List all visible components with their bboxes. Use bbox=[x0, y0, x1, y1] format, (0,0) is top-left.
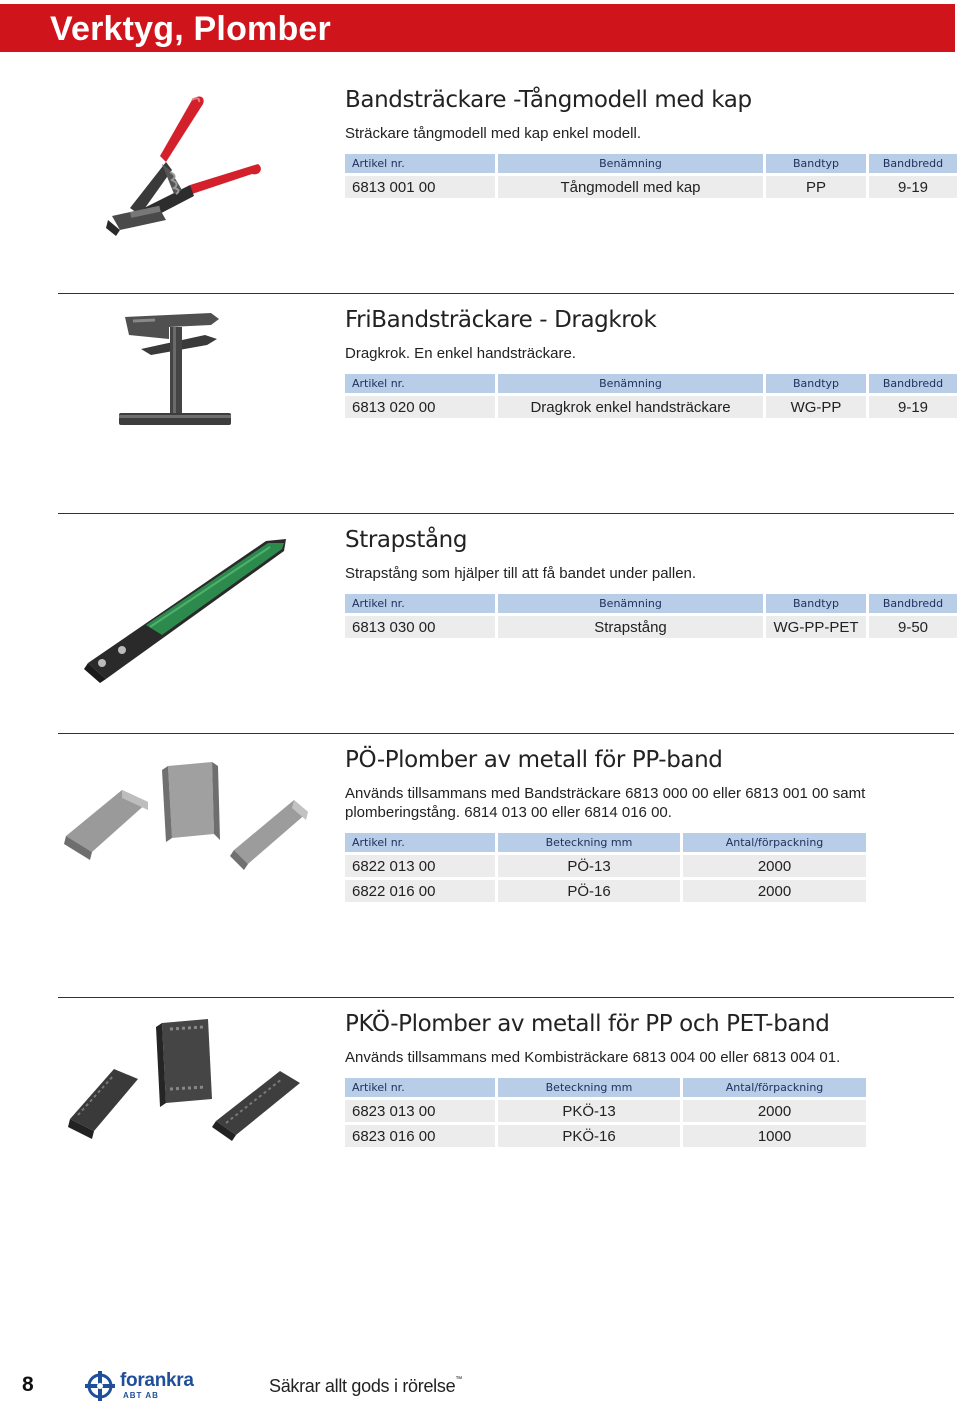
table-cell: PKÖ-16 bbox=[498, 1125, 680, 1147]
column-header: Artikel nr. bbox=[345, 374, 495, 393]
section-title: FriBandsträckare - Dragkrok bbox=[345, 307, 657, 333]
drag-hook-image bbox=[115, 305, 240, 435]
table-cell: PÖ-13 bbox=[498, 855, 680, 877]
table-cell: 6822 013 00 bbox=[345, 855, 495, 877]
section-title: PKÖ-Plomber av metall för PP och PET-band bbox=[345, 1011, 830, 1037]
table-cell: 6813 020 00 bbox=[345, 396, 495, 418]
forankra-logo bbox=[83, 1370, 233, 1402]
column-header: Beteckning mm bbox=[498, 1078, 680, 1097]
table-cell: 2000 bbox=[683, 855, 866, 877]
table-cell: 6813 001 00 bbox=[345, 176, 495, 198]
column-header: Benämning bbox=[498, 154, 763, 173]
table-cell: PÖ-16 bbox=[498, 880, 680, 902]
column-header: Artikel nr. bbox=[345, 154, 495, 173]
column-header: Bandtyp bbox=[766, 594, 866, 613]
logo-subtitle: ABT AB bbox=[123, 1391, 159, 1400]
section-title: Bandsträckare -Tångmodell med kap bbox=[345, 87, 752, 113]
table-row bbox=[345, 880, 866, 902]
page-number: 8 bbox=[22, 1373, 34, 1396]
table-header-row bbox=[345, 374, 957, 393]
section-description: Används tillsammans med Bandsträckare 6813 000 00 eller 6813 001 00 samt plomberingstång. 6814 013 00 eller 6814 016 00. bbox=[345, 785, 866, 821]
section-divider bbox=[58, 733, 954, 734]
column-header: Bandbredd bbox=[869, 154, 957, 173]
table-cell: PP bbox=[766, 176, 866, 198]
page-header-banner bbox=[0, 4, 955, 52]
table-cell: 9-19 bbox=[869, 396, 957, 418]
footer-tagline bbox=[269, 1376, 462, 1397]
table-row bbox=[345, 396, 957, 418]
band-tensioner-plier-image bbox=[100, 90, 270, 240]
column-header: Antal/förpackning bbox=[683, 833, 866, 852]
table-row bbox=[345, 1125, 866, 1147]
pet-seals-image bbox=[66, 1015, 306, 1145]
table-cell: 2000 bbox=[683, 880, 866, 902]
logo-mark-icon bbox=[83, 1370, 117, 1402]
table-cell: 9-50 bbox=[869, 616, 957, 638]
table-row bbox=[345, 855, 866, 877]
product-table bbox=[345, 833, 866, 902]
table-cell: Strapstång bbox=[498, 616, 763, 638]
table-cell: 6823 013 00 bbox=[345, 1100, 495, 1122]
product-table bbox=[345, 594, 957, 638]
strap-bar-image bbox=[80, 535, 290, 685]
logo-wordmark: forankra bbox=[120, 1370, 194, 1391]
column-header: Bandbredd bbox=[869, 374, 957, 393]
tagline-text: Säkrar allt gods i rörelse bbox=[269, 1376, 456, 1396]
section-divider bbox=[58, 997, 954, 998]
section-description: Dragkrok. En enkel handsträckare. bbox=[345, 345, 576, 362]
trademark-mark: ™ bbox=[455, 1376, 462, 1383]
section-description: Sträckare tångmodell med kap enkel modell. bbox=[345, 125, 641, 142]
section-description: Strapstång som hjälper till att få bandet under pallen. bbox=[345, 565, 697, 582]
section-divider bbox=[58, 513, 954, 514]
table-header-row bbox=[345, 1078, 866, 1097]
table-header-row bbox=[345, 594, 957, 613]
table-cell: Tångmodell med kap bbox=[498, 176, 763, 198]
column-header: Antal/förpackning bbox=[683, 1078, 866, 1097]
table-cell: 6823 016 00 bbox=[345, 1125, 495, 1147]
column-header: Bandtyp bbox=[766, 154, 866, 173]
table-cell: 1000 bbox=[683, 1125, 866, 1147]
column-header: Artikel nr. bbox=[345, 594, 495, 613]
table-cell: PKÖ-13 bbox=[498, 1100, 680, 1122]
table-cell: 2000 bbox=[683, 1100, 866, 1122]
table-row bbox=[345, 1100, 866, 1122]
table-cell: 9-19 bbox=[869, 176, 957, 198]
column-header: Artikel nr. bbox=[345, 1078, 495, 1097]
column-header: Beteckning mm bbox=[498, 833, 680, 852]
section-title: PÖ-Plomber av metall för PP-band bbox=[345, 747, 723, 773]
metal-seals-image bbox=[62, 760, 312, 880]
column-header: Benämning bbox=[498, 594, 763, 613]
table-cell: Dragkrok enkel handsträckare bbox=[498, 396, 763, 418]
column-header: Benämning bbox=[498, 374, 763, 393]
table-row bbox=[345, 616, 957, 638]
column-header: Bandtyp bbox=[766, 374, 866, 393]
product-table bbox=[345, 1078, 866, 1147]
section-title: Strapstång bbox=[345, 527, 468, 553]
column-header: Artikel nr. bbox=[345, 833, 495, 852]
column-header: Bandbredd bbox=[869, 594, 957, 613]
page-title: Verktyg, Plomber bbox=[50, 10, 331, 48]
product-table bbox=[345, 154, 957, 198]
table-row bbox=[345, 176, 957, 198]
table-header-row bbox=[345, 833, 866, 852]
table-header-row bbox=[345, 154, 957, 173]
product-table bbox=[345, 374, 957, 418]
table-cell: 6822 016 00 bbox=[345, 880, 495, 902]
section-description: Används tillsammans med Kombisträckare 6813 004 00 eller 6813 004 01. bbox=[345, 1049, 841, 1066]
table-cell: WG-PP bbox=[766, 396, 866, 418]
section-divider bbox=[58, 293, 954, 294]
table-cell: WG-PP-PET bbox=[766, 616, 866, 638]
table-cell: 6813 030 00 bbox=[345, 616, 495, 638]
